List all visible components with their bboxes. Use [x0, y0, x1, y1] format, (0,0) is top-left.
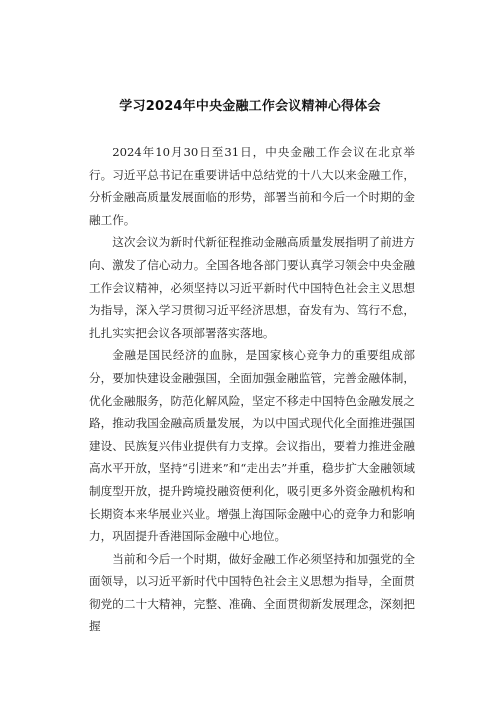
paragraph: 这次会议为新时代新征程推动金融高质量发展指明了前进方向、激发了信心动力。全国各地各部门要认真学习领会中央金融工作会议精神，必须坚持以习近平新时代中国特色社会主义思想为指导，深入学习贯彻习近平经济思想，奋发有为、笃行不怠，扎扎实实把会议各项部署落实落地。 [89, 235, 415, 340]
document-title: 学习2024年中央金融工作会议精神心得体会 [119, 99, 381, 114]
paragraph: 金融是国民经济的血脉，是国家核心竞争力的重要组成部分，要加快建设金融强国，全面加强金融监管，完善金融体制，优化金融服务，防范化解风险，坚定不移走中国特色金融发展之路，推动我国金融高质量发展，为以中国式现代化全面推进强国建设、民族复兴伟业提供有力支撑。会议指出，要着力推进金融高水平开放，坚持“引进来”和“走出去”并重，稳步扩大金融领域制度型开放，提升跨境投融资便利化，吸引更多外资金融机构和长期资本来华展业兴业。增强上海国际金融中心的竞争力和影响力，巩固提升香港国际金融中心地位。 [89, 348, 415, 544]
paragraph: 当前和今后一个时期，做好金融工作必须坚持和加强党的全面领导，以习近平新时代中国特色社会主义思想为指导，全面贯彻党的二十大精神，完整、准确、全面贯彻新发展理念，深刻把握 [89, 551, 415, 634]
paragraph: 2024年10月30日至31日，中央金融工作会议在北京举行。习近平总书记在重要讲话中总结党的十八大以来金融工作，分析金融高质量发展面临的形势，部署当前和今后一个时期的金融工作。 [89, 145, 415, 227]
document-body [89, 141, 415, 638]
